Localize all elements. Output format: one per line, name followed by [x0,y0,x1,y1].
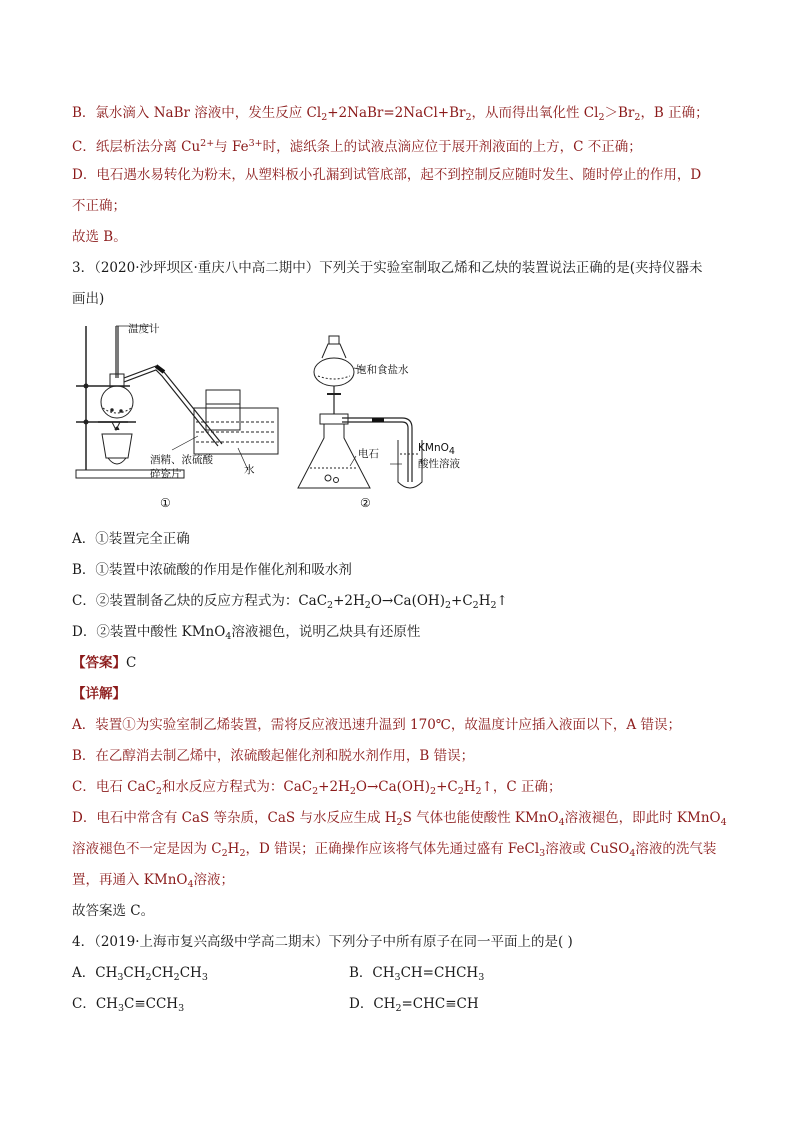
q3-option-b: B．①装置中浓硫酸的作用是作催化剂和吸水剂 [72,562,352,578]
q4-option-a: A．$CH_3CH_2CH_2CH_3$ [72,965,208,983]
gas-collection-bottle [206,390,240,430]
label-brine: 饱和食盐水 [356,364,409,376]
label-apparatus-1: ① [160,496,171,510]
q3-stem-line1: 3．（2020·沙坪坝区·重庆八中高二期中）下列关于实验室制取乙烯和乙炔的装置说法正确的是(夹持仪器未 [72,260,703,276]
q3-detail-heading: 【详解】 [72,686,126,702]
label-thermometer: 温度计 [128,323,160,335]
alcohol-lamp [102,434,132,458]
q3-detail-b: B．在乙醇消去制乙烯中，浓硫酸起催化剂和脱水剂作用，B 错误； [72,748,475,764]
q3-detail-d-line1: D．电石中常含有 CaS 等杂质，CaS 与水反应生成 $H_2S$ 气体也能使酸性 KMnO$_4$溶液褪色，即此时 KMnO$_4$ [72,810,727,828]
label-apparatus-2: ② [360,496,371,510]
label-carbide: 电石 [358,448,379,460]
q3-option-a: A．①装置完全正确 [72,531,190,547]
label-reagents-2: 碎瓷片 [150,468,182,480]
label-acidic-solution: 酸性溶液 [418,458,460,470]
q3-option-c: C．②装置制备乙炔的反应方程式为：$CaC_2+2H_2O\to Ca(OH)_2+C_2H_2↑$ [72,593,508,611]
label-water: 水 [244,464,255,476]
q4-option-b: B．$CH_3CH=CHCH_3$ [349,965,485,983]
analysis-option-d-line1: D．电石遇水易转化为粉末，从塑料板小孔漏到试管底部，起不到控制反应随时发生、随时停止的作用，D [72,167,702,183]
q3-stem-line2: 画出) [72,291,105,307]
q3-option-d: D．②装置中酸性 KMnO$_4$溶液褪色，说明乙炔具有还原性 [72,624,421,642]
analysis-conclusion: 故选 B。 [72,229,127,245]
q3-detail-c: C．电石 CaC$_2$和水反应方程式为：$CaC_2+2H_2O\to Ca(OH)_2+C_2H_2↑$，C 正确； [72,779,562,797]
q3-detail-a: A．装置①为实验室制乙烯装置，需将反应液迅速升温到 170℃，故温度计应插入液面以下，A 错误； [72,717,681,733]
analysis-option-c: C．纸层析法分离 $Cu^{2+}$与 $Fe^{3+}$时，滤纸条上的试液点滴应位于展开剂液面的上方，C 不正确； [72,138,642,155]
apparatus-figure [72,318,492,518]
separatory-funnel [314,358,354,386]
label-reagents-1: 酒精、浓硫酸 [150,454,213,466]
q3-detail-d-line3: 置，再通入 KMnO$_4$溶液； [72,872,235,890]
q3-detail-d-line2: 溶液褪色不一定是因为 $C_2H_2$，D 错误；正确操作应该将气体先通过盛有 FeCl$_3$溶液或 CuSO$_4$溶液的洗气装 [72,841,717,859]
analysis-option-d-line2: 不正确； [72,198,126,214]
q4-option-c: C．$CH_3C\equiv CCH_3$ [72,996,185,1014]
q3-answer: 【答案】C [72,655,137,671]
q4-stem: 4．（2019·上海市复兴高级中学高二期末）下列分子中所有原子在同一平面上的是( ) [72,934,573,950]
round-flask [101,386,133,418]
q4-option-d: D．$CH_2=CHC\equiv CH$ [349,996,479,1014]
apparatus-diagram [72,318,492,518]
q3-conclusion: 故答案选 C。 [72,903,155,919]
label-kmno4: KMnO4 [418,442,455,457]
analysis-option-b: B．氯水滴入 NaBr 溶液中，发生反应 $Cl_2+2NaBr=2NaCl+Br_2$，从而得出氧化性 $Cl_2>Br_2$，B 正确； [72,105,709,123]
